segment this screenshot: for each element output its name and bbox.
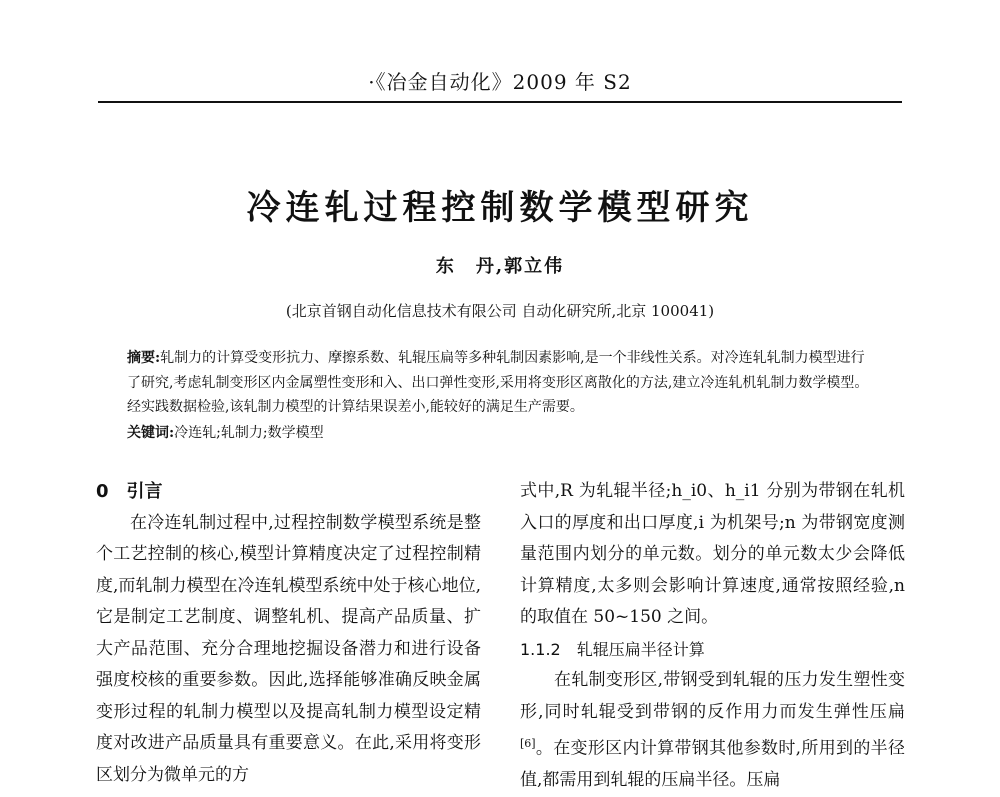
paper-authors: 东 丹,郭立伟 bbox=[435, 256, 565, 277]
section-heading-introduction: 0 引言 bbox=[96, 481, 163, 502]
citation-reference: [6] bbox=[520, 737, 536, 750]
roll-flattening-text-a: 在轧制变形区,带钢受到轧辊的压力发生塑性变形,同时轧辊受到带钢的反作用力而发生弹性压扁 bbox=[520, 670, 905, 722]
roll-flattening-text-b: 。在变形区内计算带钢其他参数时,所用到的半径值,都需用到轧辊的压扁半径。压扁 bbox=[520, 738, 905, 791]
paper-title: 冷连轧过程控制数学模型研究 bbox=[246, 188, 754, 228]
roll-flattening-paragraph bbox=[520, 665, 905, 797]
left-column bbox=[96, 476, 481, 791]
keywords bbox=[127, 422, 873, 442]
variable-definitions-paragraph: 式中,R 为轧辊半径;h_i0、h_i1 分别为带钢在轧机入口的厚度和出口厚度,i 为机架号;n 为带钢宽度测量范围内划分的单元数。划分的单元数太少会降低计算精度,太多则会影响计算速度,通常按照经验,n 的取值在 50~150 之间。 bbox=[520, 481, 905, 627]
abstract-text: 轧制力的计算受变形抗力、摩擦系数、轧辊压扁等多种轧制因素影响,是一个非线性关系。对冷连轧轧制力模型进行了研究,考虑轧制变形区内金属塑性变形和入、出口弹性变形,采用将变形区离散化的方法,建立冷连轧机轧制力数学模型。经实践数据检验,该轧制力模型的计算结果误差小,能较好的满足生产需要。 bbox=[127, 350, 869, 415]
keywords-text: 冷连轧;轧制力;数学模型 bbox=[174, 425, 324, 441]
author-affiliation: (北京首钢自动化信息技术有限公司 自动化研究所,北京 100041) bbox=[285, 302, 715, 320]
header-rule bbox=[98, 101, 902, 103]
abstract bbox=[127, 346, 873, 420]
subsection-heading-roll-flattening: 1.1.2 轧辊压扁半径计算 bbox=[520, 639, 705, 659]
abstract-label: 摘要: bbox=[127, 350, 161, 366]
keywords-label: 关键词: bbox=[127, 425, 175, 441]
right-column bbox=[520, 476, 905, 797]
introduction-paragraph: 在冷连轧制过程中,过程控制数学模型系统是整个工艺控制的核心,模型计算精度决定了过程控制精度,而轧制力模型在冷连轧模型系统中处于核心地位,它是制定工艺制度、调整轧机、提高产品质量、扩大产品范围、充分合理地挖掘设备潜力和进行设备强度校核的重要参数。因此,选择能够准确反映金属变形过程的轧制力模型以及提高轧制力模型设定精度对改进产品质量具有重要意义。在此,采用将变形区划分为微单元的方 bbox=[96, 512, 481, 785]
journal-header: ·《冶金自动化》2009 年 S2 bbox=[368, 70, 632, 94]
